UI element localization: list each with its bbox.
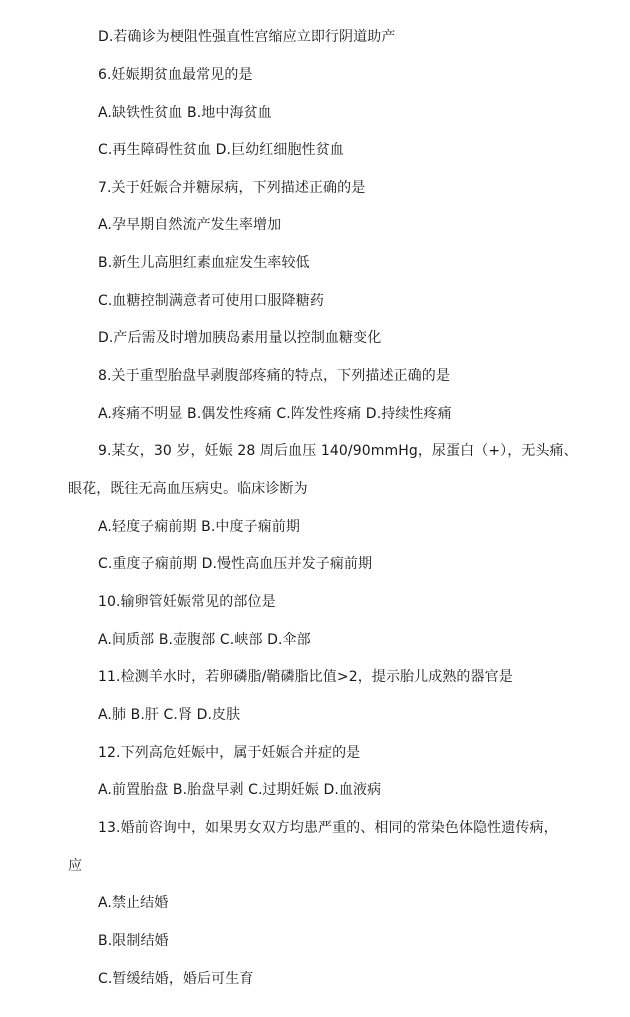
question-6-stem: 6.妊娠期贫血最常见的是 (98, 67, 253, 83)
question-6-options-ab: A.缺铁性贫血 B.地中海贫血 (98, 105, 272, 121)
question-10-options: A.间质部 B.壶腹部 C.峡部 D.伞部 (98, 632, 311, 648)
question-7-option-c: C.血糖控制满意者可使用口服降糖药 (98, 293, 324, 309)
question-9-options-cd: C.重度子痫前期 D.慢性高血压并发子痫前期 (98, 556, 373, 572)
question-12-stem: 12.下列高危妊娠中，属于妊娠合并症的是 (98, 745, 361, 761)
question-13-stem: 13.婚前咨询中，如果男女双方均患严重的、相同的常染色体隐性遗传病， (98, 820, 558, 836)
question-13-option-b: B.限制结婚 (98, 933, 169, 949)
question-5-option-d: D.若确诊为梗阻性强直性宫缩应立即行阴道助产 (98, 29, 396, 45)
question-11-stem: 11.检测羊水时，若卵磷脂/鞘磷脂比值>2，提示胎儿成熟的器官是 (98, 669, 513, 685)
question-8-options: A.疼痛不明显 B.偶发性疼痛 C.阵发性疼痛 D.持续性疼痛 (98, 406, 452, 422)
question-13-option-c: C.暂缓结婚，婚后可生育 (98, 971, 254, 987)
question-12-options: A.前置胎盘 B.胎盘早剥 C.过期妊娠 D.血液病 (98, 782, 382, 798)
question-13-option-a: A.禁止结婚 (98, 895, 169, 911)
question-13-stem-continued: 应 (68, 858, 83, 874)
question-10-stem: 10.输卵管妊娠常见的部位是 (98, 594, 276, 610)
question-8-stem: 8.关于重型胎盘早剥腹部疼痛的特点，下列描述正确的是 (98, 368, 450, 384)
question-7-stem: 7.关于妊娠合并糖尿病，下列描述正确的是 (98, 180, 366, 196)
question-6-options-cd: C.再生障碍性贫血 D.巨幼红细胞性贫血 (98, 142, 344, 158)
question-11-options: A.肺 B.肝 C.肾 D.皮肤 (98, 707, 241, 723)
question-7-option-a: A.孕早期自然流产发生率增加 (98, 217, 282, 233)
question-9-stem-continued: 眼花，既往无高血压病史。临床诊断为 (68, 481, 308, 497)
question-7-option-b: B.新生儿高胆红素血症发生率较低 (98, 255, 310, 271)
question-9-options-ab: A.轻度子痫前期 B.中度子痫前期 (98, 519, 300, 535)
question-7-option-d: D.产后需及时增加胰岛素用量以控制血糖变化 (98, 330, 382, 346)
question-9-stem: 9.某女，30 岁，妊娠 28 周后血压 140/90mmHg，尿蛋白（+），无头痛、 (98, 443, 578, 459)
